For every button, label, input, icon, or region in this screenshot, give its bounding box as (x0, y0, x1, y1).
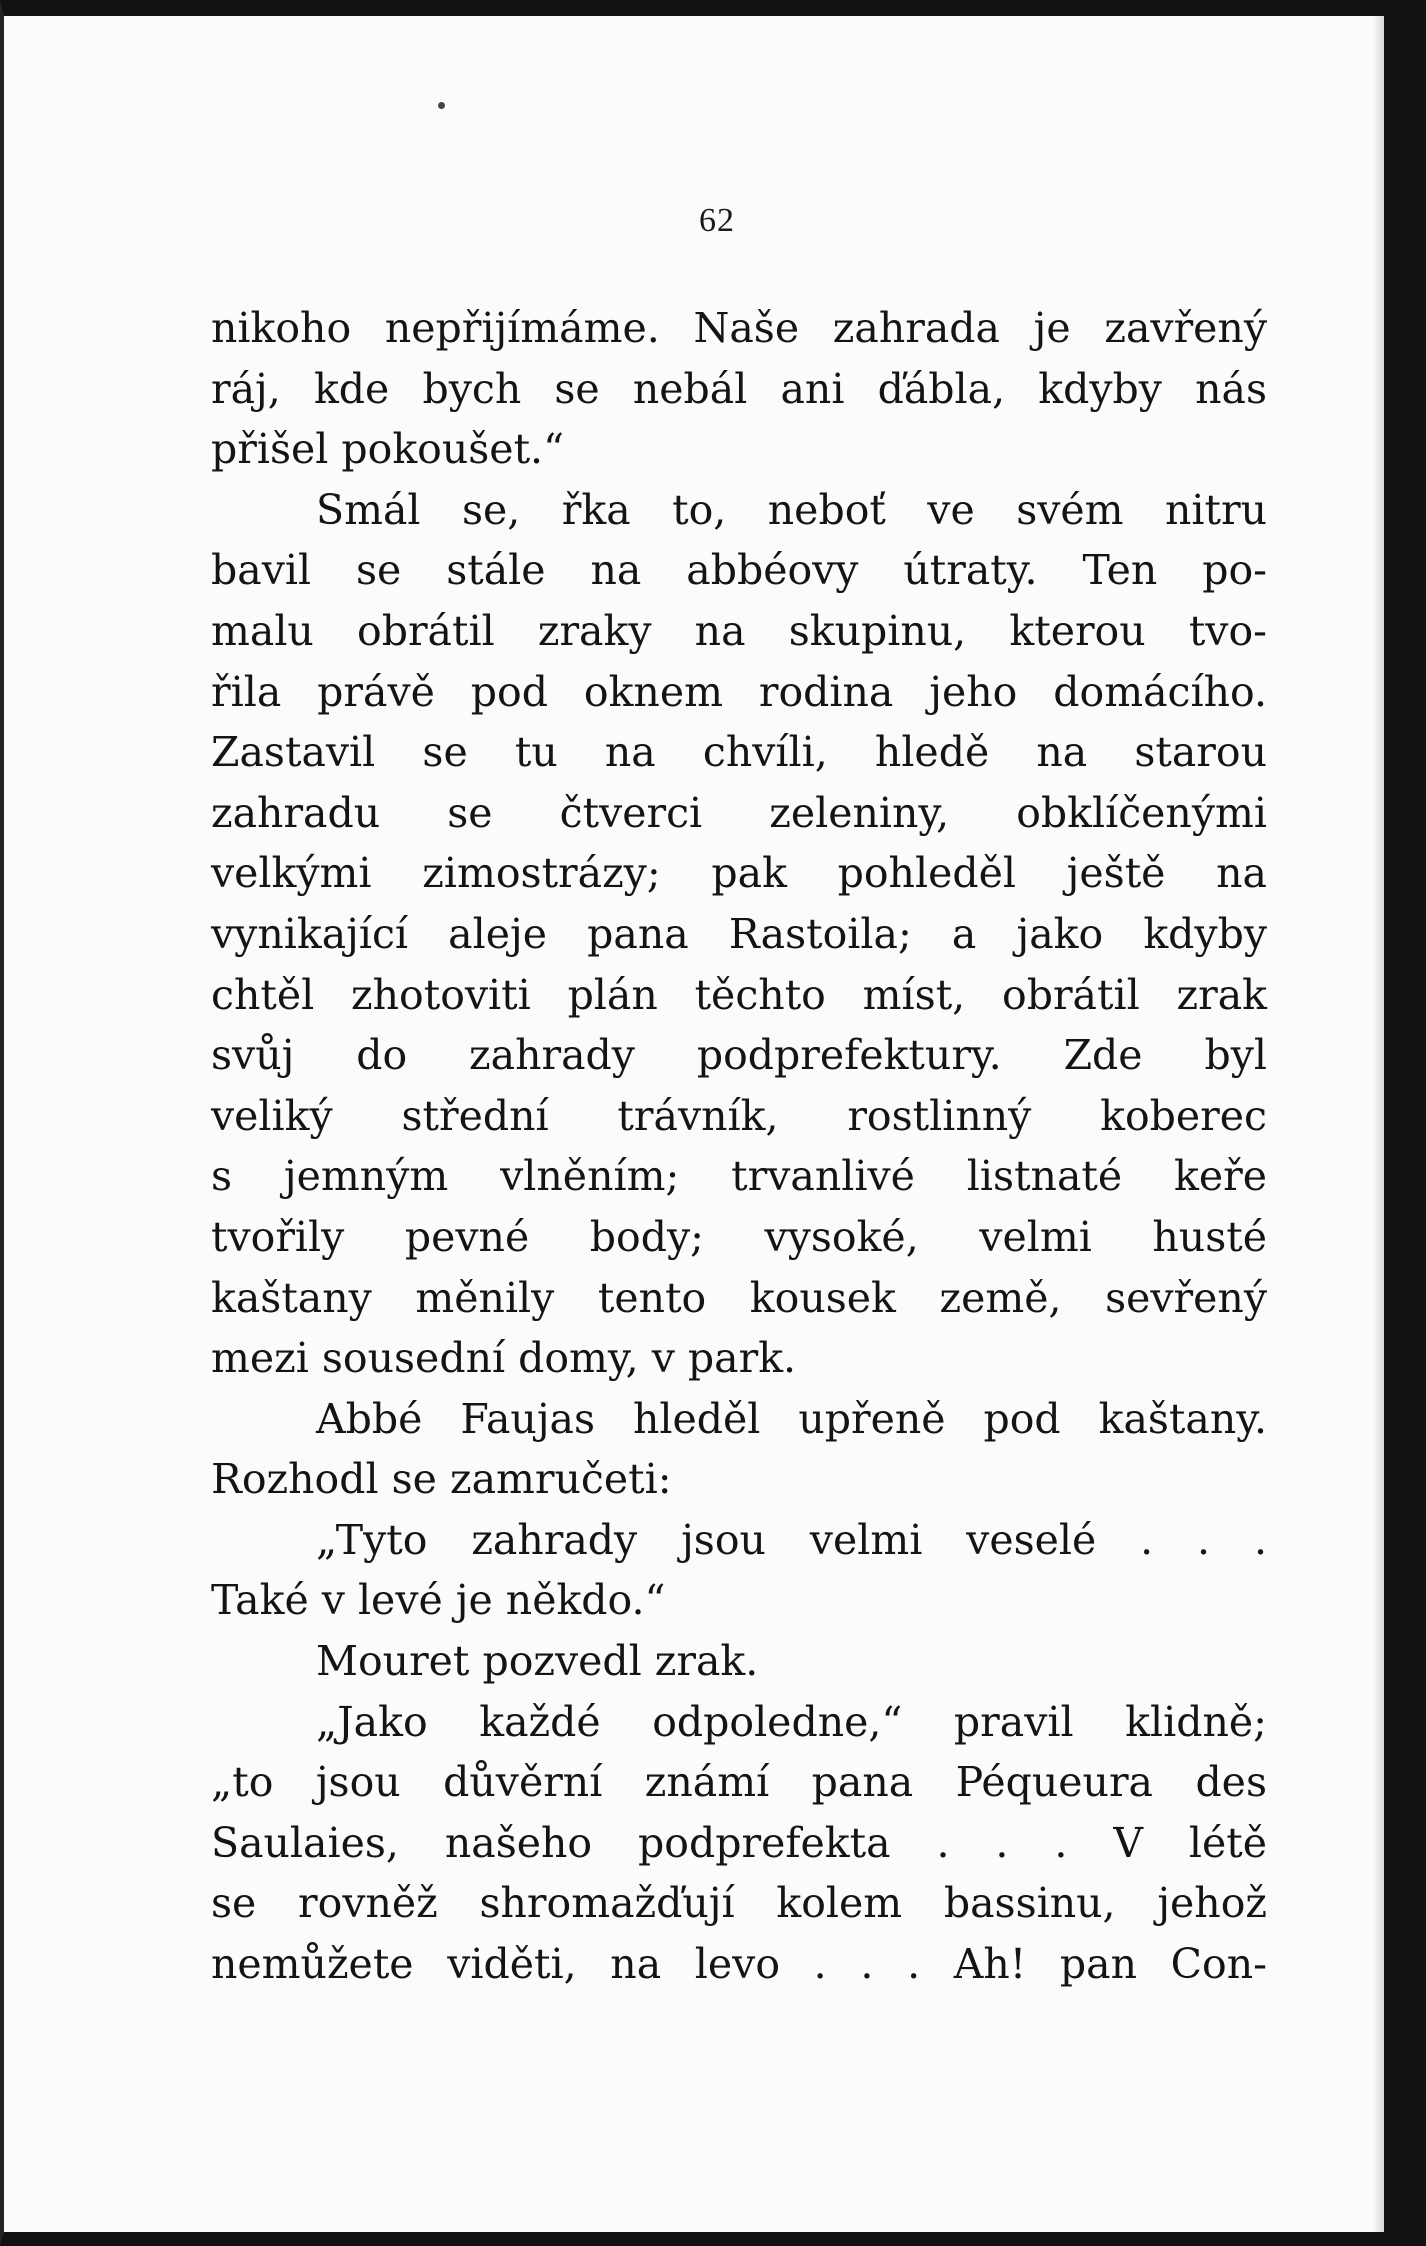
text-line: chtěl zhotoviti plán těchto míst, obrátil zrak (211, 970, 1267, 1019)
ink-speck (438, 102, 445, 109)
text-line: Abbé Faujas hleděl upřeně pod kaštany. (316, 1394, 1267, 1443)
text-line: velkými zimostrázy; pak pohleděl ještě na (211, 849, 1267, 898)
text-line: se rovněž shromažďují kolem bassinu, jehož (211, 1879, 1267, 1928)
text-line: ráj, kde bych se nebál ani ďábla, kdyby nás (211, 364, 1267, 413)
text-line: „Tyto zahrady jsou velmi veselé . . . (316, 1515, 1267, 1564)
text-line: Mouret pozvedl zrak. (316, 1637, 759, 1686)
body-text (211, 298, 1267, 1995)
text-line: vynikající aleje pana Rastoila; a jako kdyby (211, 909, 1267, 958)
text-line: tvořily pevné body; vysoké, velmi husté (211, 1212, 1267, 1261)
text-line: mezi sousední domy, v park. (211, 1334, 797, 1383)
text-line: malu obrátil zraky na skupinu, kterou tvo- (211, 606, 1267, 655)
text-line: bavil se stále na abbéovy útraty. Ten po- (211, 546, 1267, 595)
text-line: „Jako každé odpoledne,“ pravil klidně; (316, 1697, 1267, 1746)
text-line: Také v levé je někdo.“ (211, 1576, 666, 1625)
text-line: svůj do zahrady podprefektury. Zde byl (211, 1031, 1267, 1080)
text-line: „to jsou důvěrní známí pana Péqueura des (211, 1758, 1267, 1807)
text-line: řila právě pod oknem rodina jeho domácího. (211, 667, 1267, 716)
text-line: s jemným vlněním; trvanlivé listnaté keře (211, 1152, 1267, 1201)
text-line: Zastavil se tu na chvíli, hledě na starou (211, 728, 1267, 777)
text-line: kaštany měnily tento kousek země, sevřený (211, 1273, 1267, 1322)
text-line: veliký střední trávník, rostlinný koberec (211, 1091, 1267, 1140)
text-line: přišel pokoušet.“ (211, 425, 565, 474)
text-line: Smál se, řka to, neboť ve svém nitru (316, 485, 1267, 534)
text-line: zahradu se čtverci zeleniny, obklíčenými (211, 788, 1267, 837)
text-line: Rozhodl se zamručeti: (211, 1455, 672, 1504)
text-line: nemůžete viděti, na levo . . . Ah! pan Con- (211, 1940, 1267, 1989)
page-gutter-shadow (1372, 16, 1384, 2232)
text-line: Saulaies, našeho podprefekta . . . V létě (211, 1818, 1267, 1867)
page-edge-border (1384, 16, 1426, 2232)
page-number: 62 (699, 202, 735, 239)
text-line: nikoho nepřijímáme. Naše zahrada je zavřený (211, 304, 1267, 352)
